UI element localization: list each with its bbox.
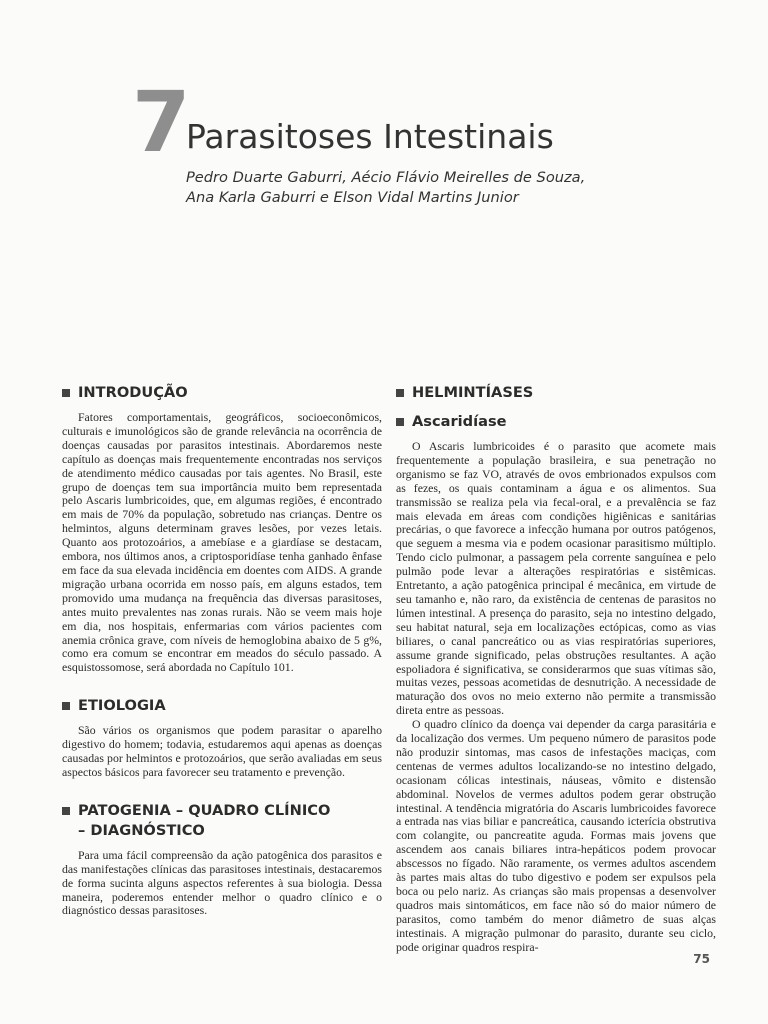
heading-text: HELMINTÍASES: [412, 384, 534, 401]
right-column: [396, 383, 716, 955]
square-bullet-icon: [396, 389, 404, 397]
authors-line: Ana Karla Gaburri e Elson Vidal Martins Junior: [186, 189, 519, 206]
section-heading-helmintiases: [396, 383, 716, 403]
heading-text: ETIOLOGIA: [78, 697, 166, 715]
square-bullet-icon: [396, 418, 404, 426]
section-heading-introducao: [62, 383, 382, 403]
paragraph-introducao: Fatores comportamentais, geográficos, socioeconômicos, culturais e imunológicos são de grande relevância na ocorrência de doenças causadas por parasitos intestinais. Abordaremos neste capítulo as doenças mais frequentemente encontradas nos serviços de atendimento médico causadas por tais agentes. No Brasil, este grupo de doenças tem sua importância muito bem representada pelo Ascaris lumbricoides, que, em algumas regiões, é encontrado em mais de 70% da população, sobretudo nas crianças. Dentre os helmintos, alguns determinam graves lesões, por vezes letais. Quanto aos protozoários, a amebíase e a giardíase se destacam, embora, nos últimos anos, a criptosporidíase tenha ganhado ênfase em face da sua elevada incidência em doentes com AIDS. A grande migração urbana ocorrida em nosso país, em alguns estados, tem promovido uma mudança na frequência das diversas parasitoses, antes muito prevalentes nas zonas rurais. Não se veem mais hoje em dia, nos hospitais, enfermarias com vários pacientes com anemia crônica grave, com níveis de hemoglobina abaixo de 5 g%, como era comum se encontrar em meados do século passado. A esquistossomose, será abordada no Capítulo 101.: [62, 410, 382, 675]
left-column: [62, 383, 382, 918]
paragraph-patogenia: Para uma fácil compreensão da ação patogênica dos parasitos e das manifestações clínicas das parasitoses intestinais, destacaremos de forma sucinta alguns aspectos referentes à sua biologia. Dessa maneira, poderemos entender melhor o quadro clínico e o diagnóstico dessas parasitoses.: [62, 847, 382, 918]
square-bullet-icon: [62, 807, 70, 815]
paragraph-ascaridiase-1: O Ascaris lumbricoides é o parasito que acomete mais frequentemente a população brasileira, e sua penetração no organismo se faz VO, através de ovos embrionados expulsos com as fezes, os quais contaminam a água e os alimentos. Sua transmissão se realiza pela via fecal-oral, e a prevalência se faz mais elevada em áreas com condições higiênicas e sanitárias precárias, o que favorece a infecção humana por outros patógenos, que seguem a mesma via e podem ocasionar parasitismo múltiplo. Tendo ciclo pulmonar, a passagem pela corrente sanguínea e pelo pulmão pode levar a alterações respiratórias e sistêmicas. Entretanto, a ação patogênica principal é mecânica, em virtude de seu tamanho e, não raro, da existência de centenas de parasitos no lúmen intestinal. A presença do parasito, seja no intestino delgado, seu habitat natural, seja em localizações ectópicas, como as vias biliares, o canal pancreático ou as vias respiratórias superiores, assume grande significado, pelas obstruções resultantes. A ação espoliadora é significativa, se considerarmos que suas vítimas são, muitas vezes, pessoas acometidas de desnutrição. A necessidade de maturação dos ovos no meio externo não permite a transmissão direta entre as pessoas.: [396, 439, 716, 718]
section-heading-etiologia: [62, 696, 382, 716]
paragraph-etiologia: São vários os organismos que podem parasitar o aparelho digestivo do homem; todavia, estudaremos aqui apenas as doenças causadas por helmintos e protozoários, que serão avaliadas em seus aspectos básicos para favorecer seu tratamento e prevenção.: [62, 723, 382, 779]
authors: [186, 168, 585, 208]
subsection-heading-ascaridiase: [396, 412, 716, 432]
heading-text: INTRODUÇÃO: [78, 384, 188, 401]
heading-text: Ascaridíase: [412, 413, 507, 430]
paragraph-ascaridiase-2: O quadro clínico da doença vai depender da carga parasitária e da localização dos vermes. Um pequeno número de parasitos pode não produzir sintomas, mas casos de infestações maciças, com centenas de vermes adultos localizando-se no intestino delgado, ocasionam cólicas intestinais, náuseas, vômito e distensão abdominal. Novelos de vermes adultos podem gerar obstrução intestinal. A tendência migratória do Ascaris lumbricoides favorece a entrada nas vias biliar e pancreática, causando icterícia obstrutiva com colangite, ou pancreatite aguda. Formas mais jovens que ascendem aos canais biliares intra-hepáticos podem provocar abscessos no fígado. Não raramente, os vermes adultos ascendem às partes mais altas do tubo digestivo e podem ser expulsos pela boca ou pelo nariz. As crianças são mais propensas a desenvolver quadros mais sintomáticos, em face não só do maior número de parasitos, como também do menor diâmetro de suas alças intestinais. A migração pulmonar do parasito, durante seu ciclo, pode originar quadros respira-: [396, 717, 716, 954]
page-number: 75: [693, 952, 710, 966]
heading-text: – DIAGNÓSTICO: [78, 821, 205, 839]
heading-text: PATOGENIA – QUADRO CLÍNICO: [78, 801, 331, 819]
chapter-number: 7: [132, 73, 189, 171]
square-bullet-icon: [62, 389, 70, 397]
authors-line: Pedro Duarte Gaburri, Aécio Flávio Meirelles de Souza,: [186, 169, 586, 186]
section-heading-patogenia: [62, 801, 382, 841]
square-bullet-icon: [62, 702, 70, 710]
chapter-title: Parasitoses Intestinais: [186, 117, 554, 156]
